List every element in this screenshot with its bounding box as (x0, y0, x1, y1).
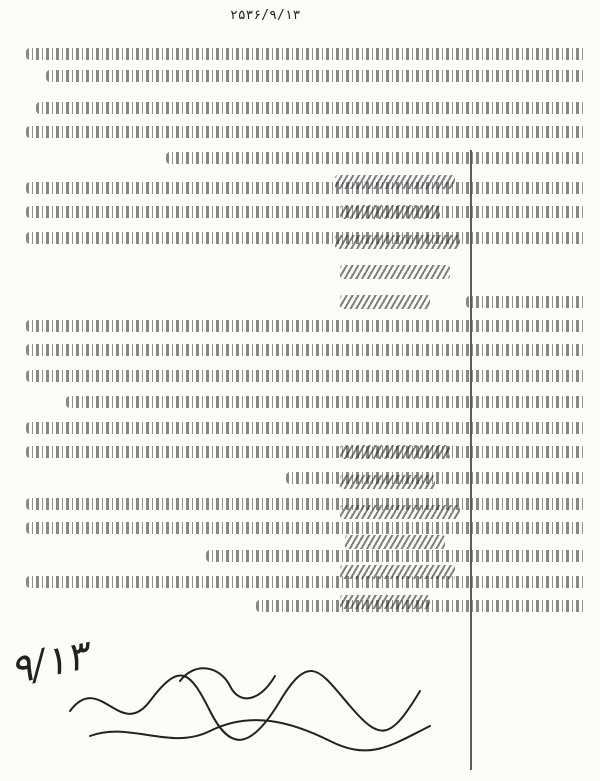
handwritten-line (46, 70, 586, 82)
handwritten-line (26, 446, 586, 458)
handwritten-line (466, 296, 586, 308)
handwritten-line (26, 182, 586, 194)
handwritten-signature (60, 651, 440, 761)
handwritten-line (26, 232, 586, 244)
margin-note-stroke (340, 595, 430, 609)
handwritten-line (26, 320, 586, 332)
signature-scribble (60, 651, 440, 761)
handwritten-line (26, 344, 586, 356)
margin-note-stroke (340, 445, 450, 459)
margin-note-stroke (340, 475, 435, 489)
handwritten-line (26, 206, 586, 218)
margin-note-stroke (340, 205, 440, 219)
handwritten-line (26, 498, 586, 510)
margin-note-stroke (335, 235, 460, 249)
handwritten-line (26, 576, 586, 588)
handwritten-line (36, 102, 586, 114)
handwritten-date-annotation: ۹/۱۳ (6, 632, 92, 694)
margin-note-stroke (340, 265, 450, 279)
margin-note-stroke (340, 565, 455, 579)
margin-note-stroke (345, 535, 445, 549)
margin-note-stroke (335, 175, 455, 189)
handwritten-line (26, 126, 586, 138)
margin-divider-line (470, 150, 472, 770)
handwritten-line (26, 370, 586, 382)
handwritten-line (66, 396, 586, 408)
handwritten-line (26, 422, 586, 434)
handwritten-line (26, 48, 586, 60)
handwritten-line (26, 522, 586, 534)
handwritten-line (166, 152, 586, 164)
margin-note-stroke (340, 295, 430, 309)
document-reference-number: ۲۵۳۶/۹/۱۳ (230, 8, 301, 23)
margin-note-stroke (340, 505, 460, 519)
